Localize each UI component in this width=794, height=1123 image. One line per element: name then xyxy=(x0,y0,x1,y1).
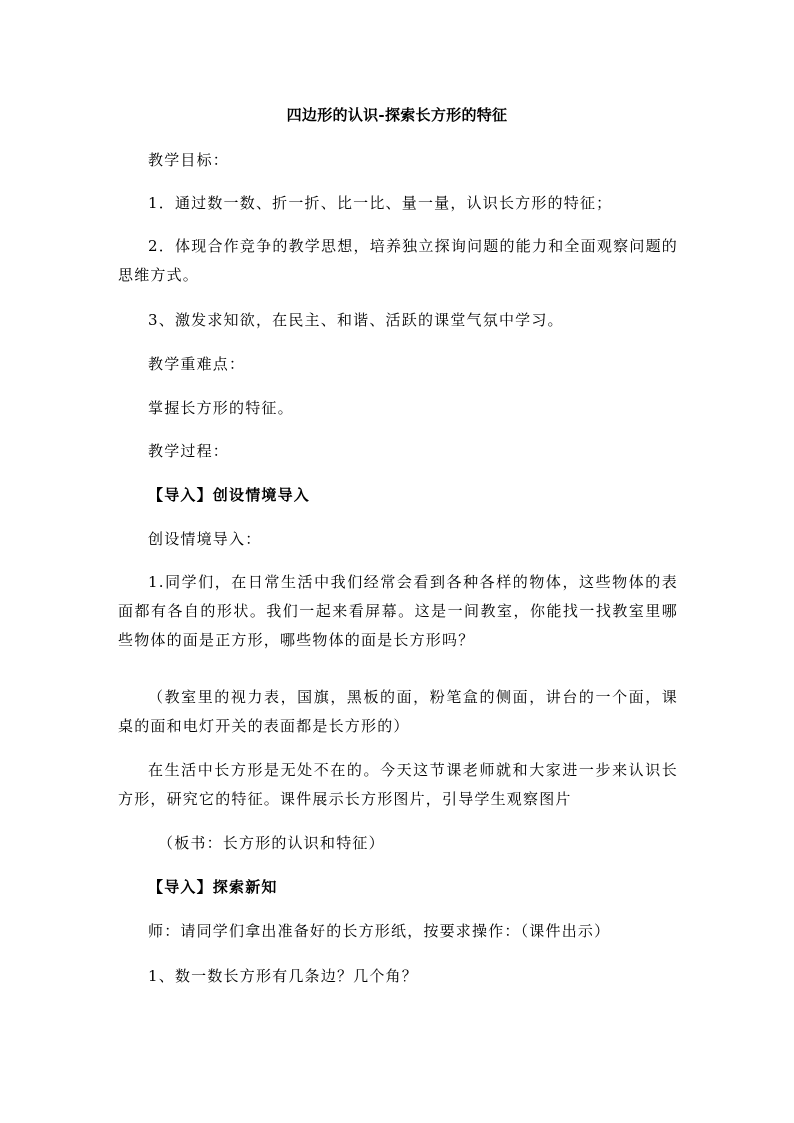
paragraph-section-explore: 【导入】探索新知 xyxy=(148,878,278,896)
paragraph-objective-3: 3、激发求知欲，在民主、和谐、活跃的课堂气氛中学习。 xyxy=(148,311,564,329)
paragraph-objective-2: 2．体现合作竞争的教学思想，培养独立探询问题的能力和全面观察问题的思维方式。 xyxy=(118,237,678,284)
paragraph-intro-answer: （教室里的视力表，国旗，黑板的面，粉笔盒的侧面，讲台的一个面，课桌的面和电灯开关的表面都是长方形的） xyxy=(118,688,678,735)
document-title: 四边形的认识-探索长方形的特征 xyxy=(286,106,508,124)
paragraph-intro-transition: 在生活中长方形是无处不在的。今天这节课老师就和大家进一步来认识长方形，研究它的特征。课件展示长方形图片，引导学生观察图片 xyxy=(118,761,678,808)
paragraph-task-1: 1、数一数长方形有几条边？几个角？ xyxy=(148,967,418,985)
paragraph-intro-question: 1.同学们，在日常生活中我们经常会看到各种各样的物体，这些物体的表面都有各自的形状。我们一起来看屏幕。这是一间教室，你能找一找教室里哪些物体的面是正方形，哪些物体的面是长方形吗？ xyxy=(118,573,678,649)
paragraph-process-heading: 教学过程： xyxy=(148,442,230,460)
paragraph-key-points-heading: 教学重难点： xyxy=(148,355,246,373)
paragraph-objectives-heading: 教学目标： xyxy=(148,151,230,169)
paragraph-section-intro: 【导入】创设情境导入 xyxy=(148,486,311,504)
paragraph-teacher-instruction: 师：请同学们拿出准备好的长方形纸，按要求操作：（课件出示） xyxy=(148,922,611,940)
paragraph-key-point: 掌握长方形的特征。 xyxy=(148,399,294,417)
paragraph-intro-label: 创设情境导入： xyxy=(148,530,262,548)
paragraph-board-note: （板书：长方形的认识和特征） xyxy=(158,834,385,852)
paragraph-objective-1: 1．通过数一数、折一折、比一比、量一量，认识长方形的特征； xyxy=(148,194,613,212)
